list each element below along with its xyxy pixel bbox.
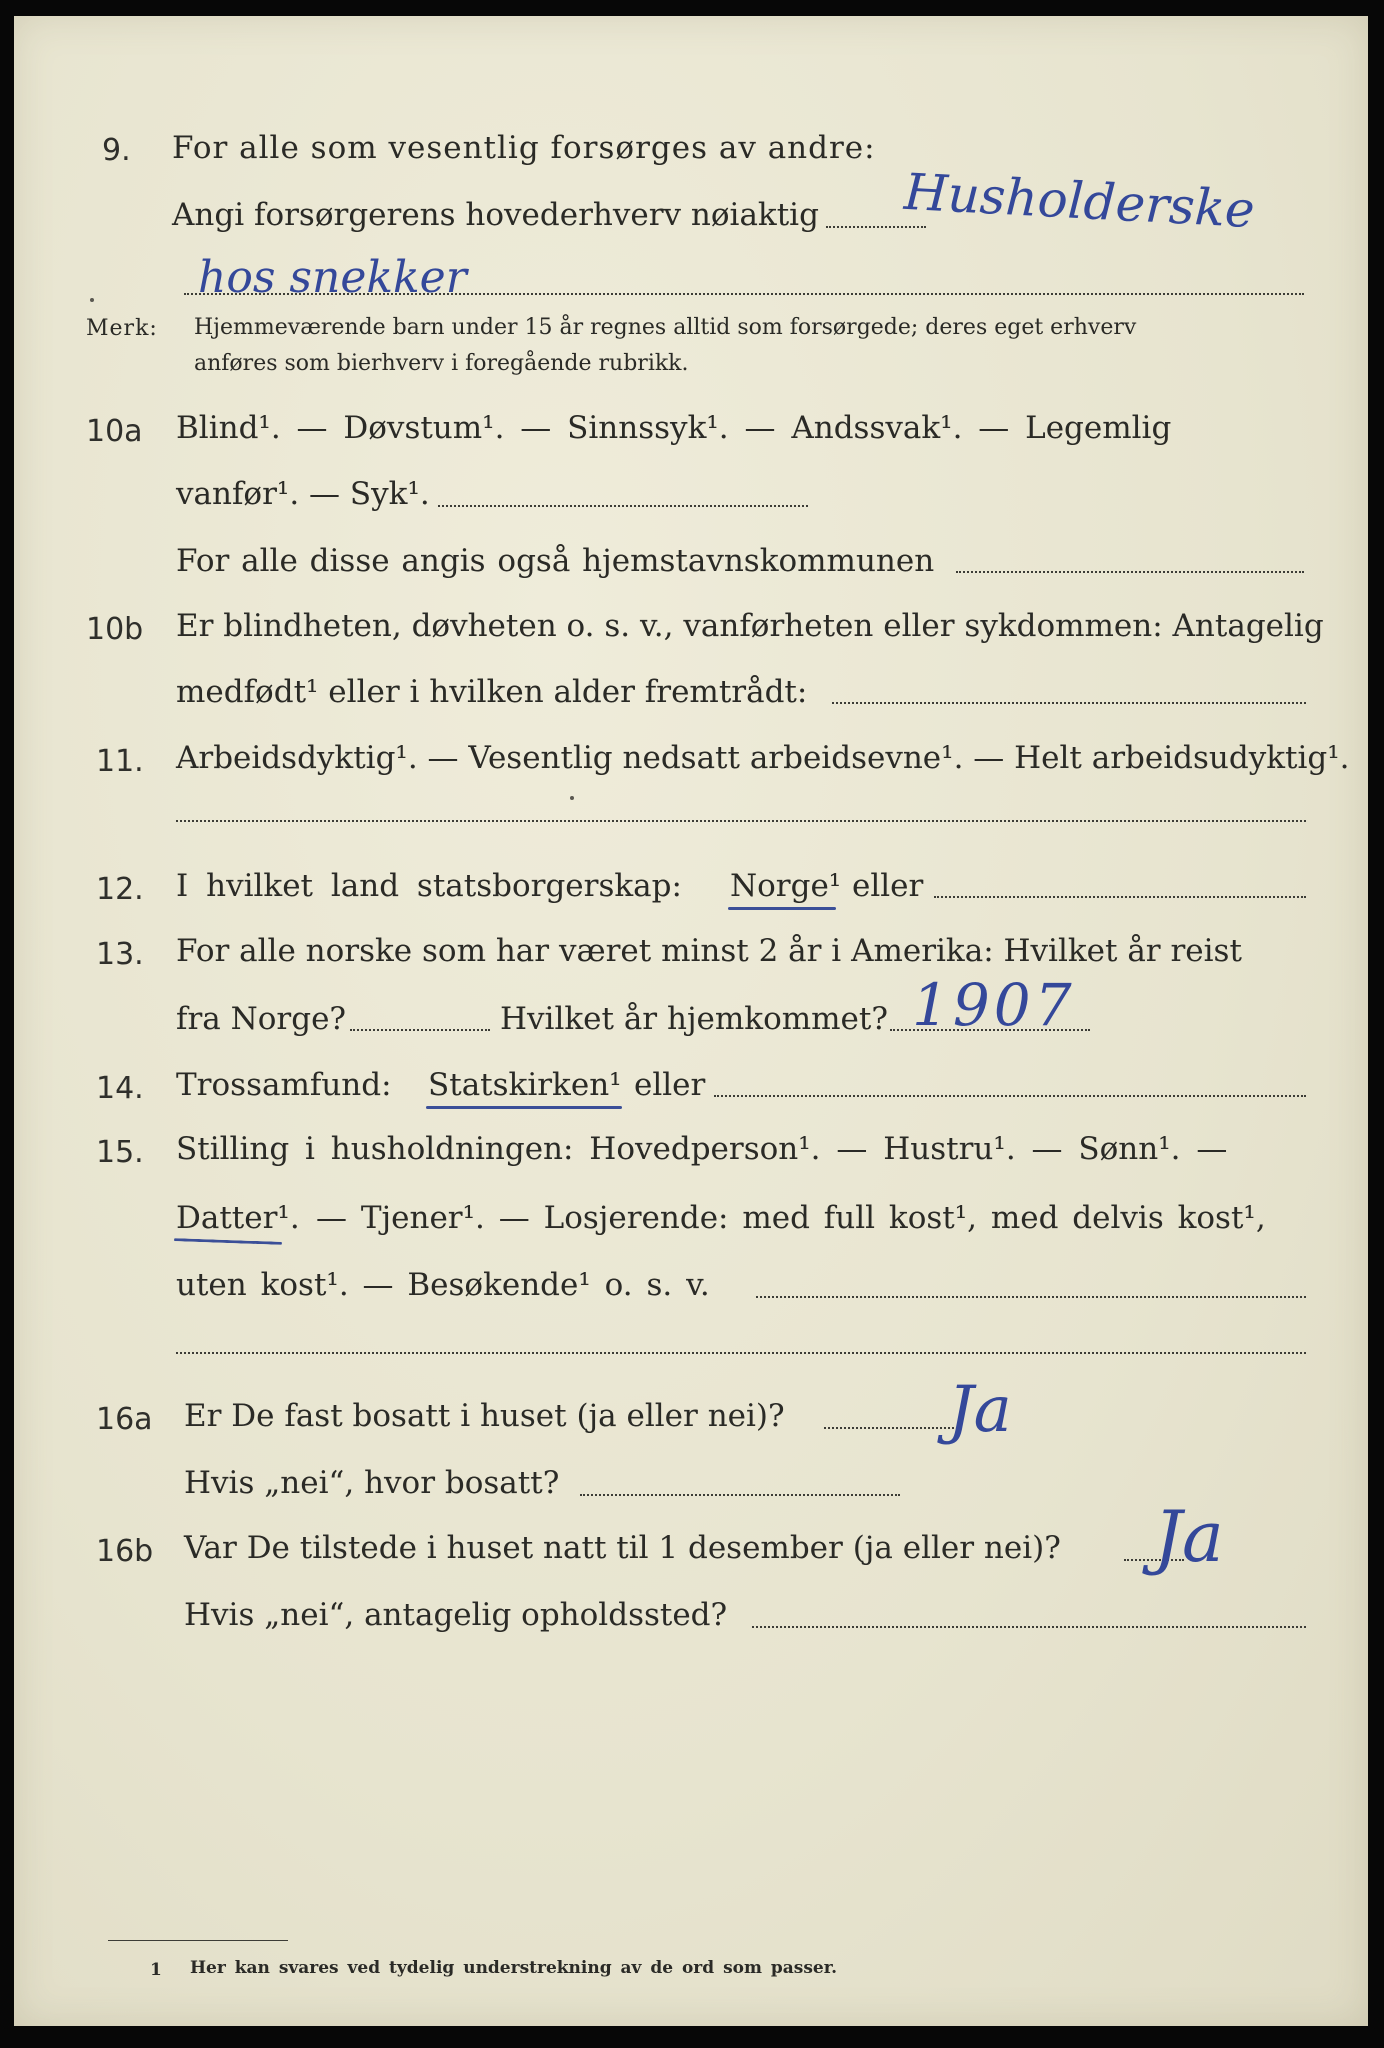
q11-number: 11.: [96, 744, 144, 779]
q11-line1: Arbeidsdyktig¹. — Vesentlig nedsatt arbeidsevne¹. — Helt arbeidsudyktig¹.: [176, 740, 1350, 776]
q9-answer-line-2: [184, 293, 1304, 295]
q9-number: 9.: [102, 133, 131, 168]
q16a-line2: Hvis „nei“, hvor bosatt?: [184, 1465, 560, 1501]
q10a-home-line: [956, 571, 1304, 573]
q10a-number: 10a: [86, 414, 143, 449]
q16a-answer-line: [824, 1427, 954, 1429]
q16b-line1: Var De tilstede i huset natt til 1 desember (ja eller nei)?: [184, 1530, 1061, 1566]
q12-answer-line: [934, 896, 1306, 898]
q15-option-datter: Datter¹.: [176, 1200, 300, 1236]
q9-line1: For alle som vesentlig forsørges av andre:: [172, 130, 876, 166]
q15-line1: Stilling i husholdningen: Hovedperson¹. — Hustru¹. — Sønn¹. —: [176, 1131, 1228, 1167]
q16a-line1: Er De fast bosatt i huset (ja eller nei)?: [184, 1398, 785, 1434]
q16b-line2: Hvis „nei“, antagelig opholdssted?: [184, 1597, 728, 1633]
note-line1: Hjemmeværende barn under 15 år regnes alltid som forsørgede; deres eget erhverv: [194, 315, 1137, 340]
q10a-line3: For alle disse angis også hjemstavnskommunen: [176, 543, 935, 579]
q16a-number: 16a: [96, 1402, 153, 1437]
ink-mark: [90, 298, 94, 302]
census-form-sheet: [14, 16, 1368, 2026]
q10b-line1: Er blindheten, døvheten o. s. v., vanførheten eller sykdommen: Antagelig: [176, 608, 1324, 644]
footnote-text: Her kan svares ved tydelig understrekning av de ord som passer.: [190, 1958, 838, 1978]
q13-line2b: Hvilket år hjemkommet?: [500, 1001, 888, 1037]
footnote-rule: [108, 1940, 288, 1941]
q13-number: 13.: [96, 937, 144, 972]
q15-answer-line-2: [176, 1352, 1306, 1354]
footnote-marker: 1: [150, 1960, 162, 1980]
q9-line2: Angi forsørgerens hovederhverv nøiaktig: [172, 197, 819, 233]
q11-answer-line: [176, 820, 1306, 822]
q13-line2a: fra Norge?: [176, 1001, 347, 1037]
q16a-residence-line: [580, 1494, 900, 1496]
q16b-place-line: [752, 1626, 1306, 1628]
q10a-line2: vanfør¹. — Syk¹.: [176, 476, 430, 512]
q14-answer-line: [714, 1095, 1306, 1097]
q13-line1: For alle norske som har været minst 2 år i Amerika: Hvilket år reist: [176, 933, 1242, 969]
q10b-answer-line: [832, 702, 1306, 704]
q9-answer-employer: hos snekker: [198, 252, 467, 303]
q13-answer-year: 1907: [912, 971, 1076, 1039]
q14-answer-underline: [426, 1106, 622, 1109]
q15-number: 15.: [96, 1135, 144, 1170]
q12-answer-underline: [728, 907, 836, 910]
q16b-answer: Ja: [1154, 1496, 1224, 1578]
q14-option-statskirken: Statskirken¹: [428, 1067, 622, 1103]
q13-departure-line: [350, 1029, 490, 1031]
q10a-line1: Blind¹. — Døvstum¹. — Sinnssyk¹. — Andssvak¹. — Legemlig: [176, 410, 1172, 446]
ink-mark: [570, 796, 574, 800]
q12-suffix: eller: [852, 868, 924, 904]
q12-option-norge: Norge¹: [730, 868, 842, 904]
q14-prefix: Trossamfund:: [176, 1067, 392, 1103]
q16a-answer: Ja: [948, 1373, 1012, 1447]
q9-answer-occupation: Husholderske: [902, 162, 1257, 240]
q16b-number: 16b: [96, 1534, 154, 1569]
q14-number: 14.: [96, 1071, 144, 1106]
q9-answer-line: [826, 226, 926, 228]
q14-suffix: eller: [634, 1067, 706, 1103]
q15-answer-underline: [174, 1238, 282, 1245]
q15-answer-line: [756, 1296, 1306, 1298]
note-label: Merk:: [86, 316, 158, 341]
q15-line2-rest: — Tjener¹. — Losjerende: med full kost¹, med delvis kost¹,: [316, 1200, 1266, 1236]
q10b-number: 10b: [86, 612, 144, 647]
q12-prefix: I hvilket land statsborgerskap:: [176, 868, 682, 904]
q10b-line2: medfødt¹ eller i hvilken alder fremtrådt:: [176, 674, 808, 710]
q15-line3: uten kost¹. — Besøkende¹ o. s. v.: [176, 1267, 710, 1303]
note-line2: anføres som bierhverv i foregående rubrikk.: [194, 351, 689, 376]
q10a-answer-line: [438, 505, 808, 507]
q12-number: 12.: [96, 872, 144, 907]
